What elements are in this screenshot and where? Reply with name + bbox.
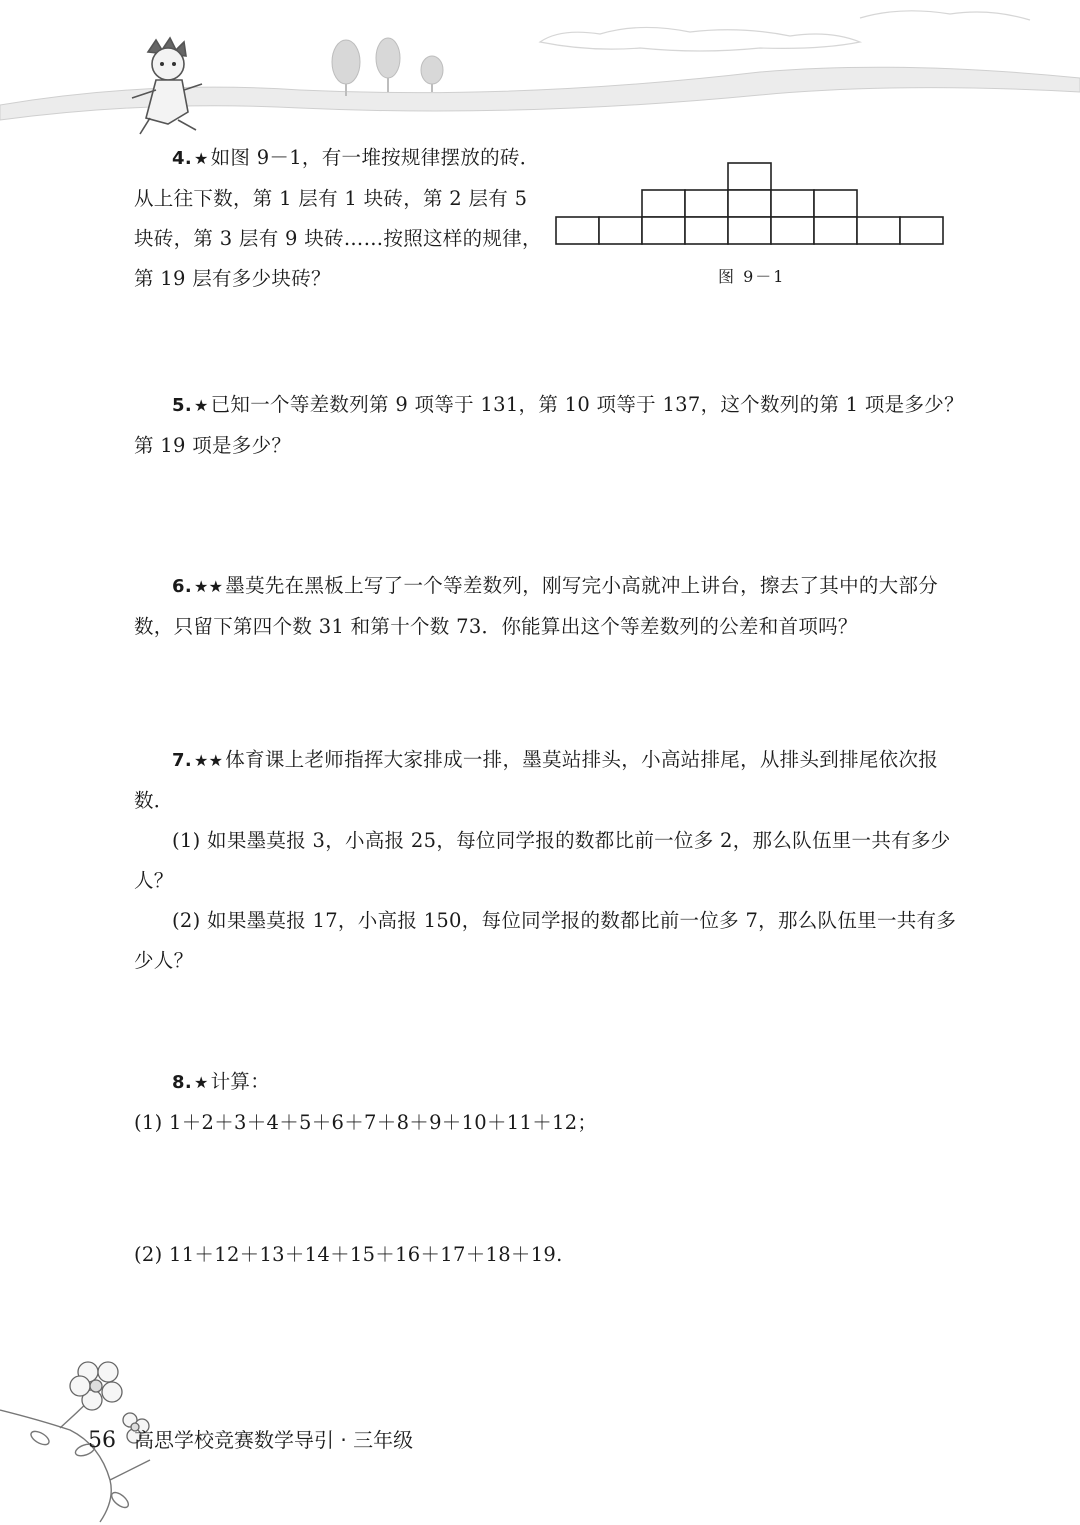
problem-number: 6.: [172, 576, 192, 597]
brick: [642, 217, 685, 244]
sub-question-2: (2) 11＋12＋13＋14＋15＋16＋17＋18＋19.: [134, 1243, 563, 1266]
problem-4: [134, 138, 544, 299]
brick: [771, 217, 814, 244]
problem-text: 计算：: [210, 1070, 271, 1093]
sub-question-2: (2) 如果墨莫报 17，小高报 150，每位同学报的数都比前一位多 7，那么队伍里一共有多少人？: [134, 909, 957, 972]
brick: [685, 190, 728, 217]
brick: [857, 217, 900, 244]
brick: [642, 190, 685, 217]
difficulty-stars: ★★: [193, 751, 224, 770]
book-title: 高思学校竞赛数学导引 · 三年级: [134, 1428, 414, 1452]
difficulty-stars: ★: [193, 396, 209, 415]
problem-text: 如图 9－1，有一堆按规律摆放的砖．从上往下数，第 1 层有 1 块砖，第 2 层有 5 块砖，第 3 层有 9 块砖……按照这样的规律，第 19 层有多少块砖？: [134, 146, 542, 290]
problem-8-part-2: [134, 1235, 974, 1275]
page-number: 56: [88, 1428, 116, 1453]
problem-text: 体育课上老师指挥大家排成一排，墨莫站排头，小高站排尾，从排头到排尾依次报数．: [134, 748, 939, 812]
figure-caption: 图 9－1: [718, 267, 786, 286]
problem-5: [134, 385, 974, 466]
difficulty-stars: ★: [193, 1073, 209, 1092]
problem-text: 已知一个等差数列第 9 项等于 131，第 10 项等于 137，这个数列的第 1 项是多少？第 19 项是多少？: [134, 393, 964, 457]
problem-number: 5.: [172, 395, 192, 416]
sub-question-1: (1) 如果墨莫报 3，小高报 25，每位同学报的数都比前一位多 2，那么队伍里一共有多少人？: [134, 829, 951, 892]
footer: [88, 1424, 413, 1453]
difficulty-stars: ★: [193, 149, 209, 168]
problem-number: 7.: [172, 750, 192, 771]
problem-number: 8.: [172, 1072, 192, 1093]
brick: [900, 217, 943, 244]
problem-text: 墨莫先在黑板上写了一个等差数列，刚写完小高就冲上讲台，擦去了其中的大部分数，只留下第四个数 31 和第十个数 73．你能算出这个等差数列的公差和首项吗？: [134, 574, 939, 638]
problem-number: 4.: [172, 148, 192, 169]
brick: [556, 217, 599, 244]
problem-6: [134, 566, 974, 647]
brick: [814, 190, 857, 217]
brick-pyramid-figure: [552, 160, 947, 250]
brick: [685, 217, 728, 244]
problem-8: [134, 1062, 974, 1143]
problem-7: [134, 740, 974, 981]
brick: [728, 217, 771, 244]
brick: [599, 217, 642, 244]
brick: [728, 190, 771, 217]
brick: [814, 217, 857, 244]
brick: [771, 190, 814, 217]
difficulty-stars: ★★: [193, 577, 224, 596]
sub-question-1: (1) 1＋2＋3＋4＋5＋6＋7＋8＋9＋10＋11＋12；: [134, 1111, 598, 1134]
header-illustration: [0, 0, 1080, 150]
brick: [728, 163, 771, 190]
